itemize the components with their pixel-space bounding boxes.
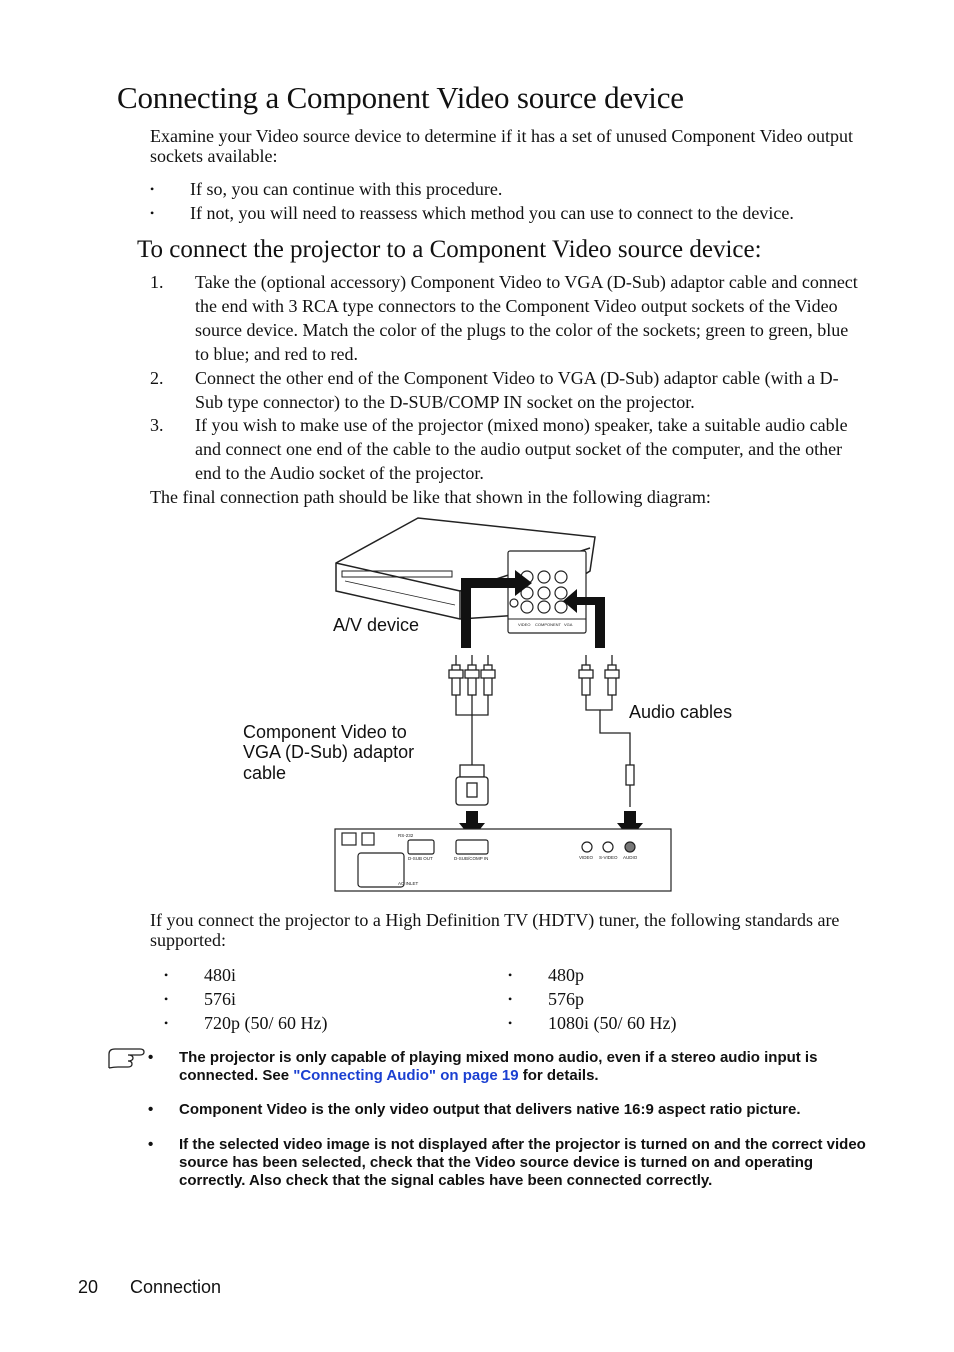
projector-rear-panel bbox=[335, 829, 671, 891]
component-rca-plugs bbox=[449, 655, 495, 765]
bullet-dot: • bbox=[508, 1016, 513, 1030]
component-cable-label-line1: Component Video to bbox=[243, 722, 407, 742]
bullet-dot: • bbox=[508, 992, 513, 1006]
connection-diagram bbox=[230, 515, 690, 895]
panel-label-av-video: VIDEO bbox=[518, 622, 531, 627]
diagram-intro: The final connection path should be like that shown in the following diagram: bbox=[150, 487, 711, 507]
standard-text: 1080i (50/ 60 Hz) bbox=[548, 1013, 677, 1033]
audio-rca-plugs bbox=[579, 655, 634, 807]
audio-cables-label: Audio cables bbox=[629, 702, 733, 722]
panel-label-av-vga: VGA bbox=[564, 622, 573, 627]
intro-paragraph: Examine your Video source device to determine if it has a set of unused Component Video output sockets available: bbox=[150, 126, 854, 166]
note-text: Component Video is the only video output that delivers native 16:9 aspect ratio picture. bbox=[179, 1101, 801, 1118]
step-number: 2. bbox=[150, 368, 164, 388]
footer-section: Connection bbox=[130, 1277, 222, 1297]
standard-text: 576i bbox=[204, 989, 237, 1009]
note-hand-icon bbox=[106, 1046, 146, 1072]
bullet-dot: • bbox=[508, 968, 513, 982]
component-cable-label-line2: VGA (D-Sub) adaptor bbox=[243, 742, 415, 762]
hdtv-intro: If you connect the projector to a High Definition TV (HDTV) tuner, the following standards are supported: bbox=[150, 910, 840, 950]
note-text: for details. bbox=[518, 1067, 599, 1084]
bullet-dot: • bbox=[148, 1136, 154, 1153]
standard-text: 720p (50/ 60 Hz) bbox=[204, 1013, 328, 1033]
section-subheading: To connect the projector to a Component Video source device: bbox=[137, 236, 762, 263]
step-number: 3. bbox=[150, 415, 164, 435]
bullet-text: If not, you will need to reassess which method you can use to connect to the device. bbox=[190, 203, 794, 223]
panel-label-svideo: S-VIDEO bbox=[599, 855, 618, 860]
step-text: Take the (optional accessory) Component Video to VGA (D-Sub) adaptor cable and connect the end with 3 RCA type connectors to the Component Video output sockets of the Video source device. Match the color of the plugs to the color of the sockets; green to green, blue to blue; and red to red. bbox=[195, 272, 858, 364]
page-title: Connecting a Component Video source device bbox=[117, 80, 684, 115]
panel-label-rs232: RS-232 bbox=[398, 833, 414, 838]
standard-text: 576p bbox=[548, 989, 584, 1009]
panel-label-audio: AUDIO bbox=[623, 855, 638, 860]
panel-label-dsub-out: D-SUB OUT bbox=[408, 856, 433, 861]
panel-label-ac-inlet: AC INLET bbox=[398, 881, 419, 886]
bullet-dot: • bbox=[148, 1101, 154, 1118]
step-text: Connect the other end of the Component Video to VGA (D-Sub) adaptor cable (with a D-Sub type connector) to the D-SUB/COMP IN socket on the projector. bbox=[195, 368, 839, 412]
panel-label-dsub-comp-in: D-SUB/COMP IN bbox=[454, 856, 489, 861]
vga-dsub-connector bbox=[456, 765, 488, 805]
panel-label-video: VIDEO bbox=[579, 855, 594, 860]
component-cable-label-line3: cable bbox=[243, 763, 287, 783]
note-text: If the selected video image is not displayed after the projector is turned on and the correct video source has been selected, check that the Video source device is turned on and operating correctly. Also check that the signal cables have been connected correctly. bbox=[179, 1136, 866, 1189]
bullet-dot: • bbox=[164, 1016, 169, 1030]
panel-label-av-component: COMPONENT bbox=[535, 622, 561, 627]
step-text: If you wish to make use of the projector (mixed mono) speaker, take a suitable audio cable and connect one end of the cable to the audio output socket of the computer, and the other end to the Audio socket of the projector. bbox=[195, 415, 848, 483]
bullet-dot: • bbox=[164, 992, 169, 1006]
standard-text: 480p bbox=[548, 965, 584, 985]
bullet-text: If so, you can continue with this procedure. bbox=[190, 179, 503, 199]
bullet-dot: • bbox=[150, 182, 155, 196]
av-device-label: A/V device bbox=[333, 615, 420, 635]
connecting-audio-link[interactable]: "Connecting Audio" on page 19 bbox=[293, 1067, 519, 1084]
step-number: 1. bbox=[150, 272, 164, 292]
standard-text: 480i bbox=[204, 965, 237, 985]
bullet-dot: • bbox=[150, 206, 155, 220]
bullet-dot: • bbox=[148, 1049, 154, 1066]
bullet-dot: • bbox=[164, 968, 169, 982]
note-text: The projector is only capable of playing mixed mono audio, even if a stereo audio input is connected. See bbox=[179, 1049, 818, 1084]
page-number: 20 bbox=[78, 1277, 99, 1297]
